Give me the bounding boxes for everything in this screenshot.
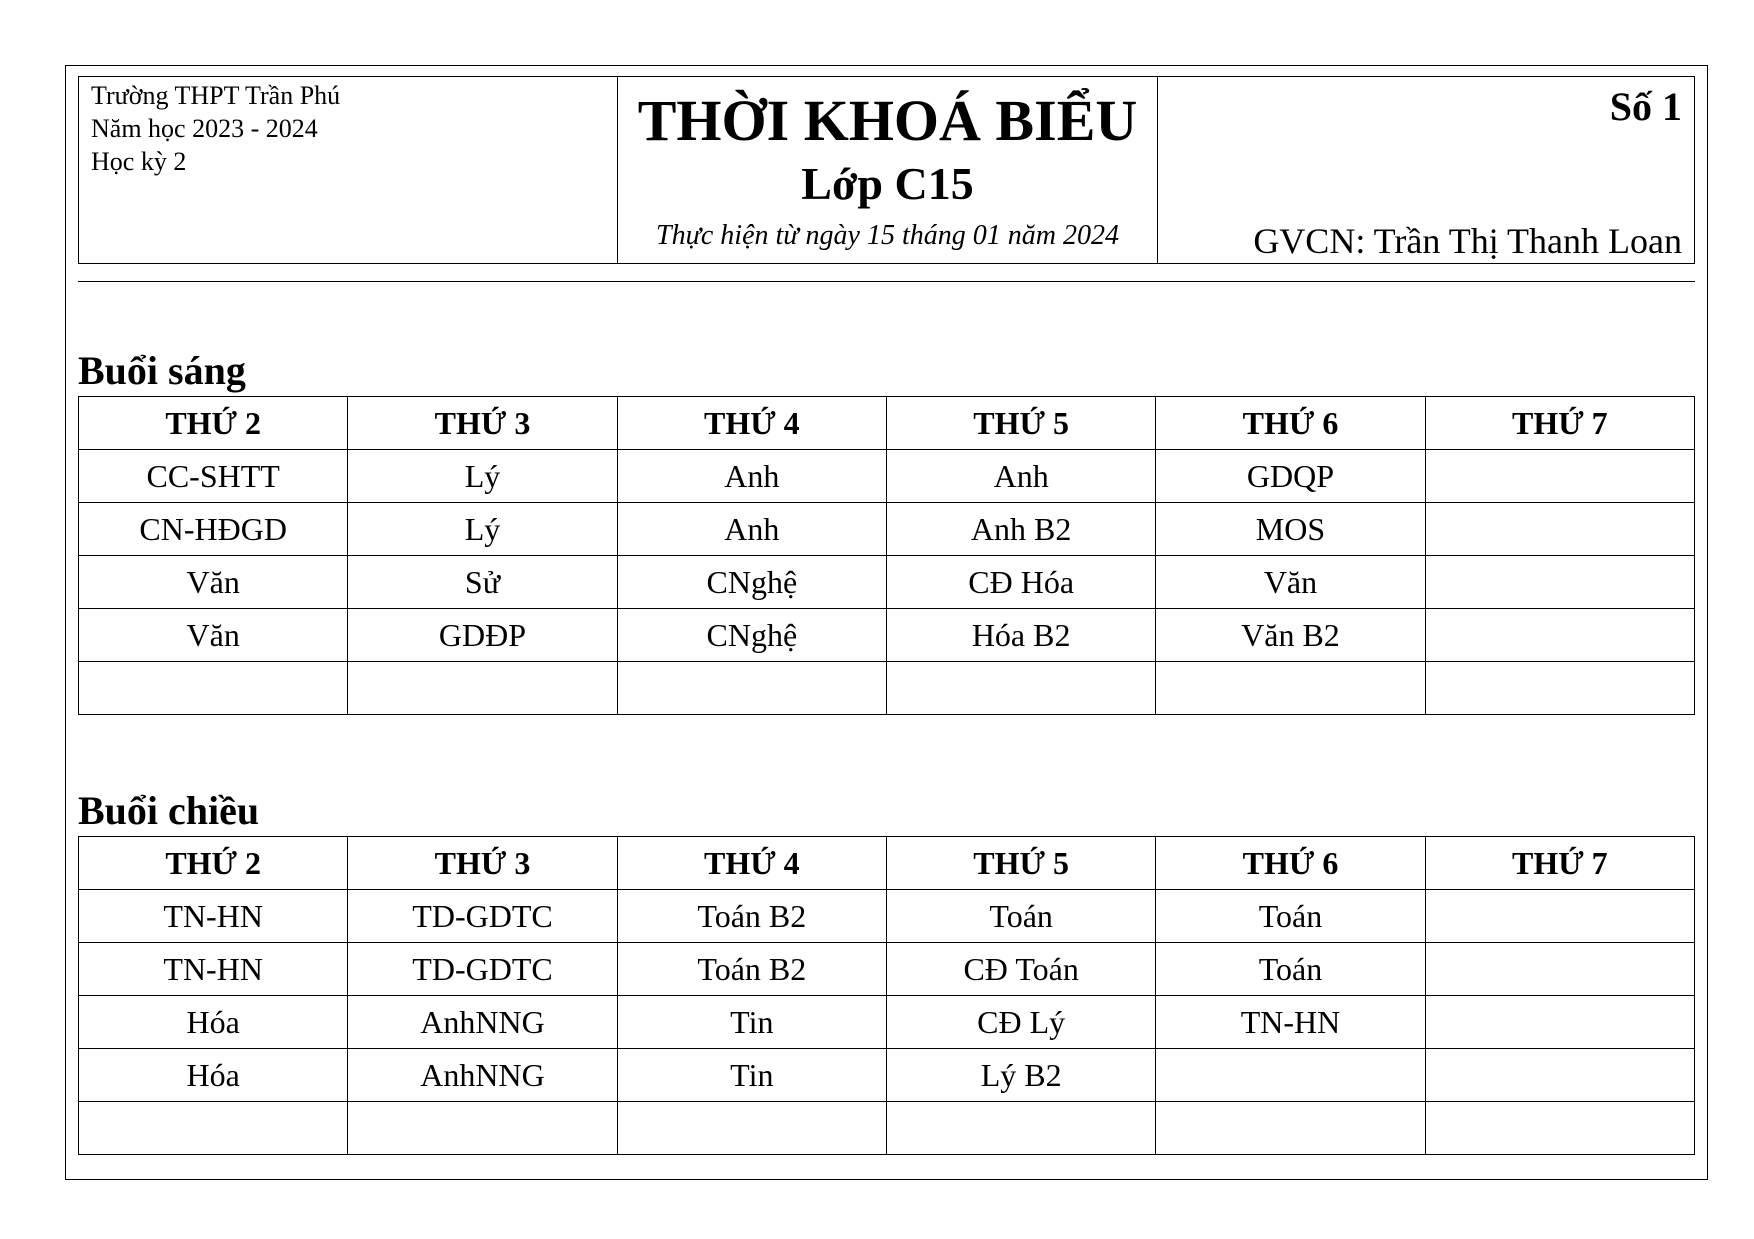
subject-cell: Toán B2 <box>617 943 886 996</box>
day-header: THỨ 7 <box>1425 397 1694 450</box>
subject-cell: TD-GDTC <box>348 890 617 943</box>
table-row <box>79 450 1695 503</box>
subject-cell <box>1425 943 1694 996</box>
subject-cell: Văn <box>1156 556 1425 609</box>
subject-cell <box>617 1102 886 1155</box>
subject-cell: Toán <box>1156 890 1425 943</box>
day-header: THỨ 4 <box>617 397 886 450</box>
subject-cell: Hóa B2 <box>886 609 1155 662</box>
header-right <box>1158 77 1694 263</box>
table-row <box>79 1049 1695 1102</box>
subject-cell <box>1156 662 1425 715</box>
subject-cell: Toán B2 <box>617 890 886 943</box>
subject-cell: MOS <box>1156 503 1425 556</box>
day-header: THỨ 4 <box>617 837 886 890</box>
subject-cell: Tin <box>617 1049 886 1102</box>
school-info <box>79 77 618 263</box>
subject-cell: Văn <box>79 556 348 609</box>
subject-cell: AnhNNG <box>348 1049 617 1102</box>
schedule-number: Số 1 <box>1609 84 1682 129</box>
school-name: Trường THPT Trần Phú <box>91 81 341 110</box>
subject-cell <box>79 1102 348 1155</box>
subject-cell: CN-HĐGD <box>79 503 348 556</box>
subject-cell <box>1425 1102 1694 1155</box>
day-header: THỨ 2 <box>79 397 348 450</box>
subject-cell <box>1425 609 1694 662</box>
subject-cell: Toán <box>886 890 1155 943</box>
subject-cell: CC-SHTT <box>79 450 348 503</box>
subject-cell: GDĐP <box>348 609 617 662</box>
day-header: THỨ 3 <box>348 837 617 890</box>
subject-cell <box>1425 662 1694 715</box>
subject-cell: CNghệ <box>617 609 886 662</box>
subject-cell <box>1156 1049 1425 1102</box>
subject-cell <box>1156 1102 1425 1155</box>
document-title: THỜI KHOÁ BIỂU <box>637 88 1138 153</box>
table-row <box>79 503 1695 556</box>
table-row <box>79 890 1695 943</box>
subject-cell: TD-GDTC <box>348 943 617 996</box>
table-row <box>79 996 1695 1049</box>
day-header: THỨ 3 <box>348 397 617 450</box>
day-header: THỨ 6 <box>1156 397 1425 450</box>
subject-cell <box>1425 556 1694 609</box>
subject-cell: Hóa <box>79 996 348 1049</box>
subject-cell: Văn <box>79 609 348 662</box>
subject-cell: CĐ Lý <box>886 996 1155 1049</box>
table-row <box>79 662 1695 715</box>
subject-cell: Anh B2 <box>886 503 1155 556</box>
subject-cell <box>886 1102 1155 1155</box>
subject-cell: Lý B2 <box>886 1049 1155 1102</box>
subject-cell <box>1425 503 1694 556</box>
homeroom-teacher: GVCN: Trần Thị Thanh Loan <box>1253 221 1682 261</box>
subject-cell: Văn B2 <box>1156 609 1425 662</box>
subject-cell <box>1425 890 1694 943</box>
day-header: THỨ 6 <box>1156 837 1425 890</box>
subject-cell: CĐ Hóa <box>886 556 1155 609</box>
title-block <box>618 77 1158 263</box>
day-header: THỨ 5 <box>886 837 1155 890</box>
subject-cell <box>1425 1049 1694 1102</box>
subject-cell: Tin <box>617 996 886 1049</box>
subject-cell: TN-HN <box>79 890 348 943</box>
subject-cell: Anh <box>617 503 886 556</box>
day-header: THỨ 2 <box>79 837 348 890</box>
semester: Học kỳ 2 <box>91 147 187 176</box>
subject-cell: Lý <box>348 450 617 503</box>
subject-cell: Anh <box>617 450 886 503</box>
subject-cell <box>348 1102 617 1155</box>
effective-date: Thực hiện từ ngày 15 tháng 01 năm 2024 <box>656 220 1119 251</box>
afternoon-schedule-table <box>78 836 1695 1155</box>
table-row <box>79 1102 1695 1155</box>
subject-cell: Lý <box>348 503 617 556</box>
subject-cell: TN-HN <box>79 943 348 996</box>
table-row <box>79 609 1695 662</box>
subject-cell <box>617 662 886 715</box>
subject-cell: Sử <box>348 556 617 609</box>
document-header <box>78 76 1695 264</box>
subject-cell: Toán <box>1156 943 1425 996</box>
subject-cell: TN-HN <box>1156 996 1425 1049</box>
subject-cell: CNghệ <box>617 556 886 609</box>
table-header-row <box>79 397 1695 450</box>
subject-cell <box>79 662 348 715</box>
table-row <box>79 556 1695 609</box>
subject-cell: AnhNNG <box>348 996 617 1049</box>
subject-cell <box>348 662 617 715</box>
day-header: THỨ 7 <box>1425 837 1694 890</box>
subject-cell: GDQP <box>1156 450 1425 503</box>
header-divider <box>78 281 1695 282</box>
subject-cell: Anh <box>886 450 1155 503</box>
subject-cell <box>1425 996 1694 1049</box>
class-name: Lớp C15 <box>801 158 974 209</box>
school-year: Năm học 2023 - 2024 <box>91 114 318 143</box>
morning-schedule-table <box>78 396 1695 715</box>
subject-cell <box>1425 450 1694 503</box>
morning-title: Buổi sáng <box>78 348 246 393</box>
table-header-row <box>79 837 1695 890</box>
day-header: THỨ 5 <box>886 397 1155 450</box>
subject-cell <box>886 662 1155 715</box>
subject-cell: Hóa <box>79 1049 348 1102</box>
afternoon-title: Buổi chiều <box>78 788 260 833</box>
subject-cell: CĐ Toán <box>886 943 1155 996</box>
table-row <box>79 943 1695 996</box>
